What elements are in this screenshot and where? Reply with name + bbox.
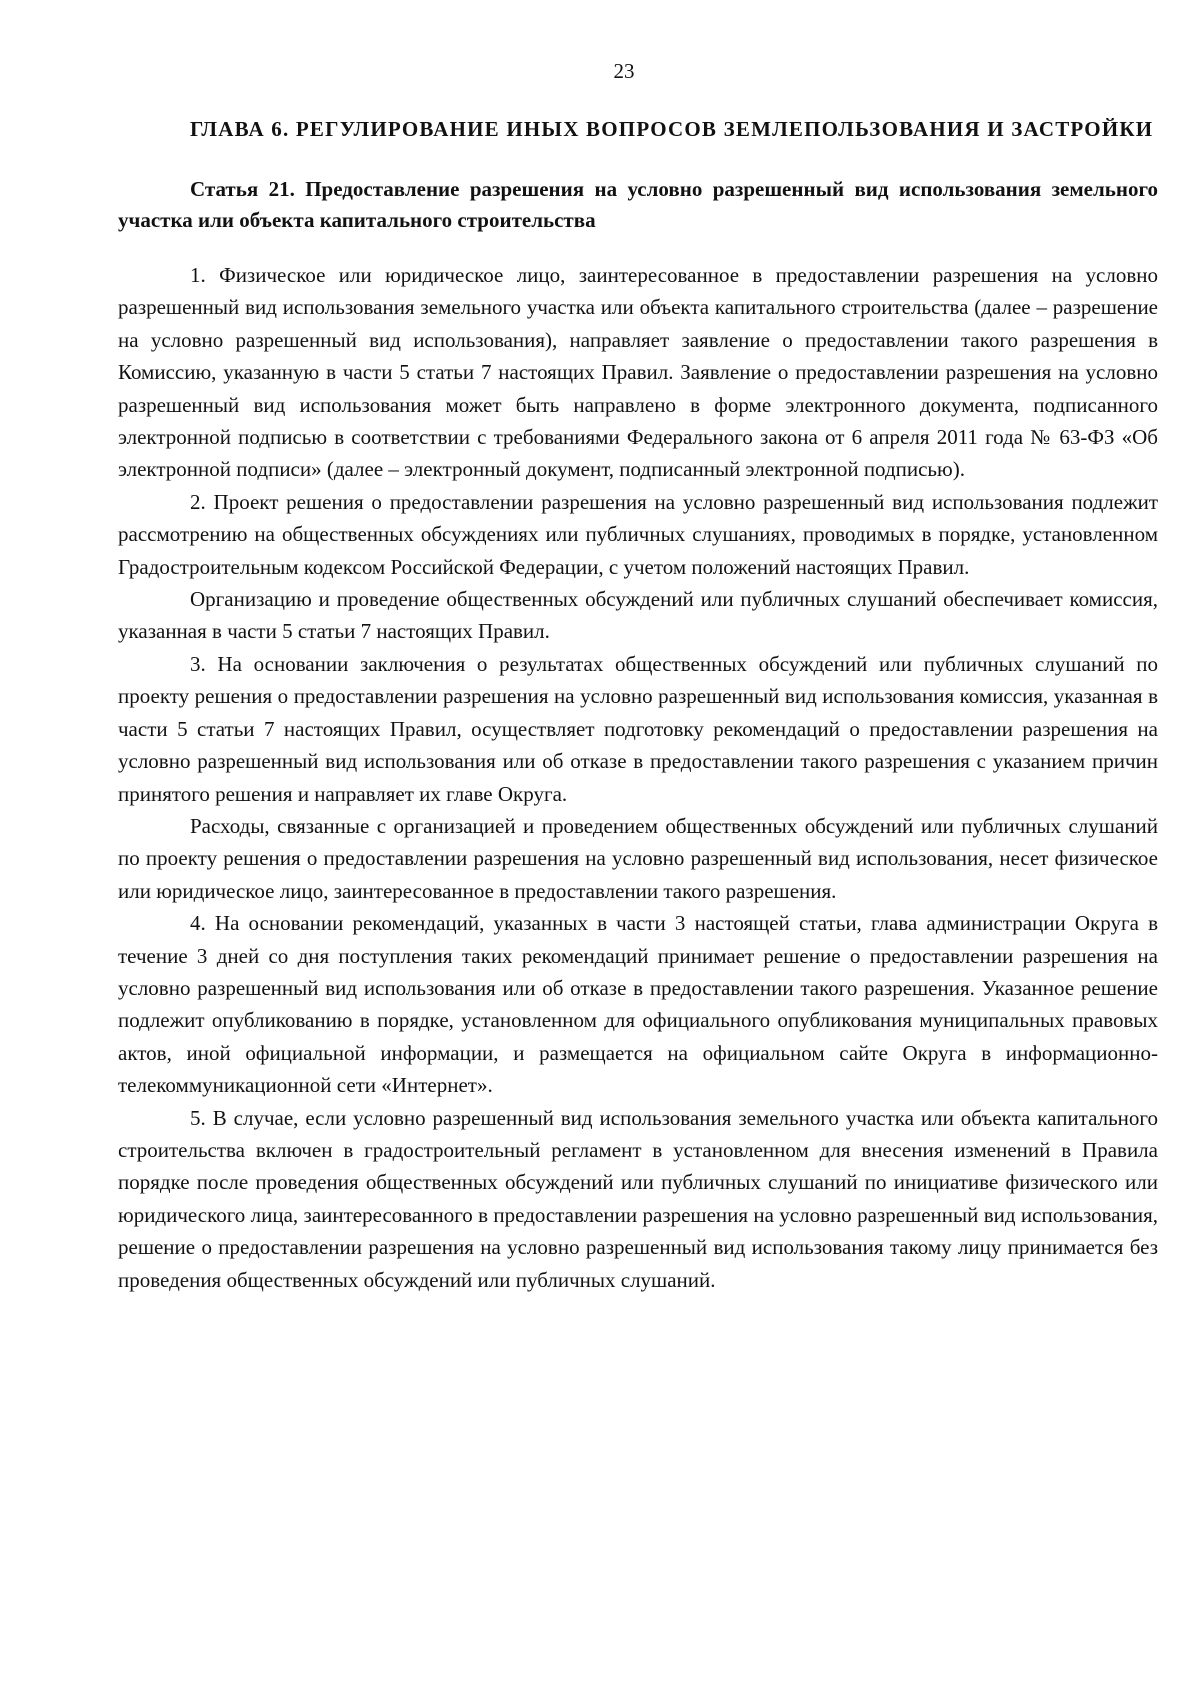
document-body	[118, 114, 1158, 1296]
paragraph-5: 5. В случае, если условно разрешенный вид использования земельного участка или объекта капитального строительства включен в градостроительный регламент в установленном для внесения изменений в Правила порядке после проведения общественных обсуждений или публичных слушаний по инициативе физического или юридического лица, заинтересованного в предоставлении разрешения на условно разрешенный вид использования, решение о предоставлении разрешения на условно разрешенный вид использования такому лицу принимается без проведения общественных обсуждений или публичных слушаний.	[118, 1105, 1158, 1292]
paragraph-2: 2. Проект решения о предоставлении разрешения на условно разрешенный вид использования подлежит рассмотрению на общественных обсуждениях или публичных слушаниях, проводимых в порядке, установленном Градостроительным кодексом Российской Федерации, с учетом положений настоящих Правил.	[118, 489, 1158, 579]
paragraph-3-continued: Расходы, связанные с организацией и проведением общественных обсуждений или публичных слушаний по проекту решения о предоставлении разрешения на условно разрешенный вид использования, несет физическое или юридическое лицо, заинтересованное в предоставлении такого разрешения.	[118, 813, 1158, 903]
paragraph-1: 1. Физическое или юридическое лицо, заинтересованное в предоставлении разрешения на условно разрешенный вид использования земельного участка или объекта капитального строительства (далее – разрешение на условно разрешенный вид использования), направляет заявление о предоставлении такого разрешения в Комиссию, указанную в части 5 статьи 7 настоящих Правил. Заявление о предоставлении разрешения на условно разрешенный вид использования может быть направлено в форме электронного документа, подписанного электронной подписью в соответствии с требованиями Федерального закона от 6 апреля 2011 года № 63-ФЗ «Об электронной подписи» (далее – электронный документ, подписанный электронной подписью).	[118, 263, 1158, 482]
article-title: Статья 21. Предоставление разрешения на условно разрешенный вид использования земельного участка или объекта капитального строительства	[118, 177, 1158, 232]
paragraph-2-continued: Организацию и проведение общественных обсуждений или публичных слушаний обеспечивает комиссия, указанная в части 5 статьи 7 настоящих Правил.	[118, 587, 1158, 644]
article-text	[118, 259, 1158, 1296]
chapter-title: ГЛАВА 6. РЕГУЛИРОВАНИЕ ИНЫХ ВОПРОСОВ ЗЕМЛЕПОЛЬЗОВАНИЯ И ЗАСТРОЙКИ	[190, 117, 1154, 141]
page-number: 23	[613, 59, 635, 83]
paragraph-4: 4. На основании рекомендаций, указанных в части 3 настоящей статьи, глава администрации Округа в течение 3 дней со дня поступления таких рекомендаций принимает решение о предоставлении разрешения на условно разрешенный вид использования или об отказе в предоставлении такого разрешения. Указанное решение подлежит опубликованию в порядке, установленном для официального опубликования муниципальных правовых актов, иной официальной информации, и размещается на официальном сайте Округа в информационно-телекоммуникационной сети «Интернет».	[118, 911, 1158, 1098]
paragraph-3: 3. На основании заключения о результатах общественных обсуждений или публичных слушаний по проекту решения о предоставлении разрешения на условно разрешенный вид использования комиссия, указанная в части 5 статьи 7 настоящих Правил, осуществляет подготовку рекомендаций о предоставлении разрешения на условно разрешенный вид использования или об отказе в предоставлении такого разрешения с указанием причин принятого решения и направляет их главе Округа.	[118, 651, 1158, 806]
